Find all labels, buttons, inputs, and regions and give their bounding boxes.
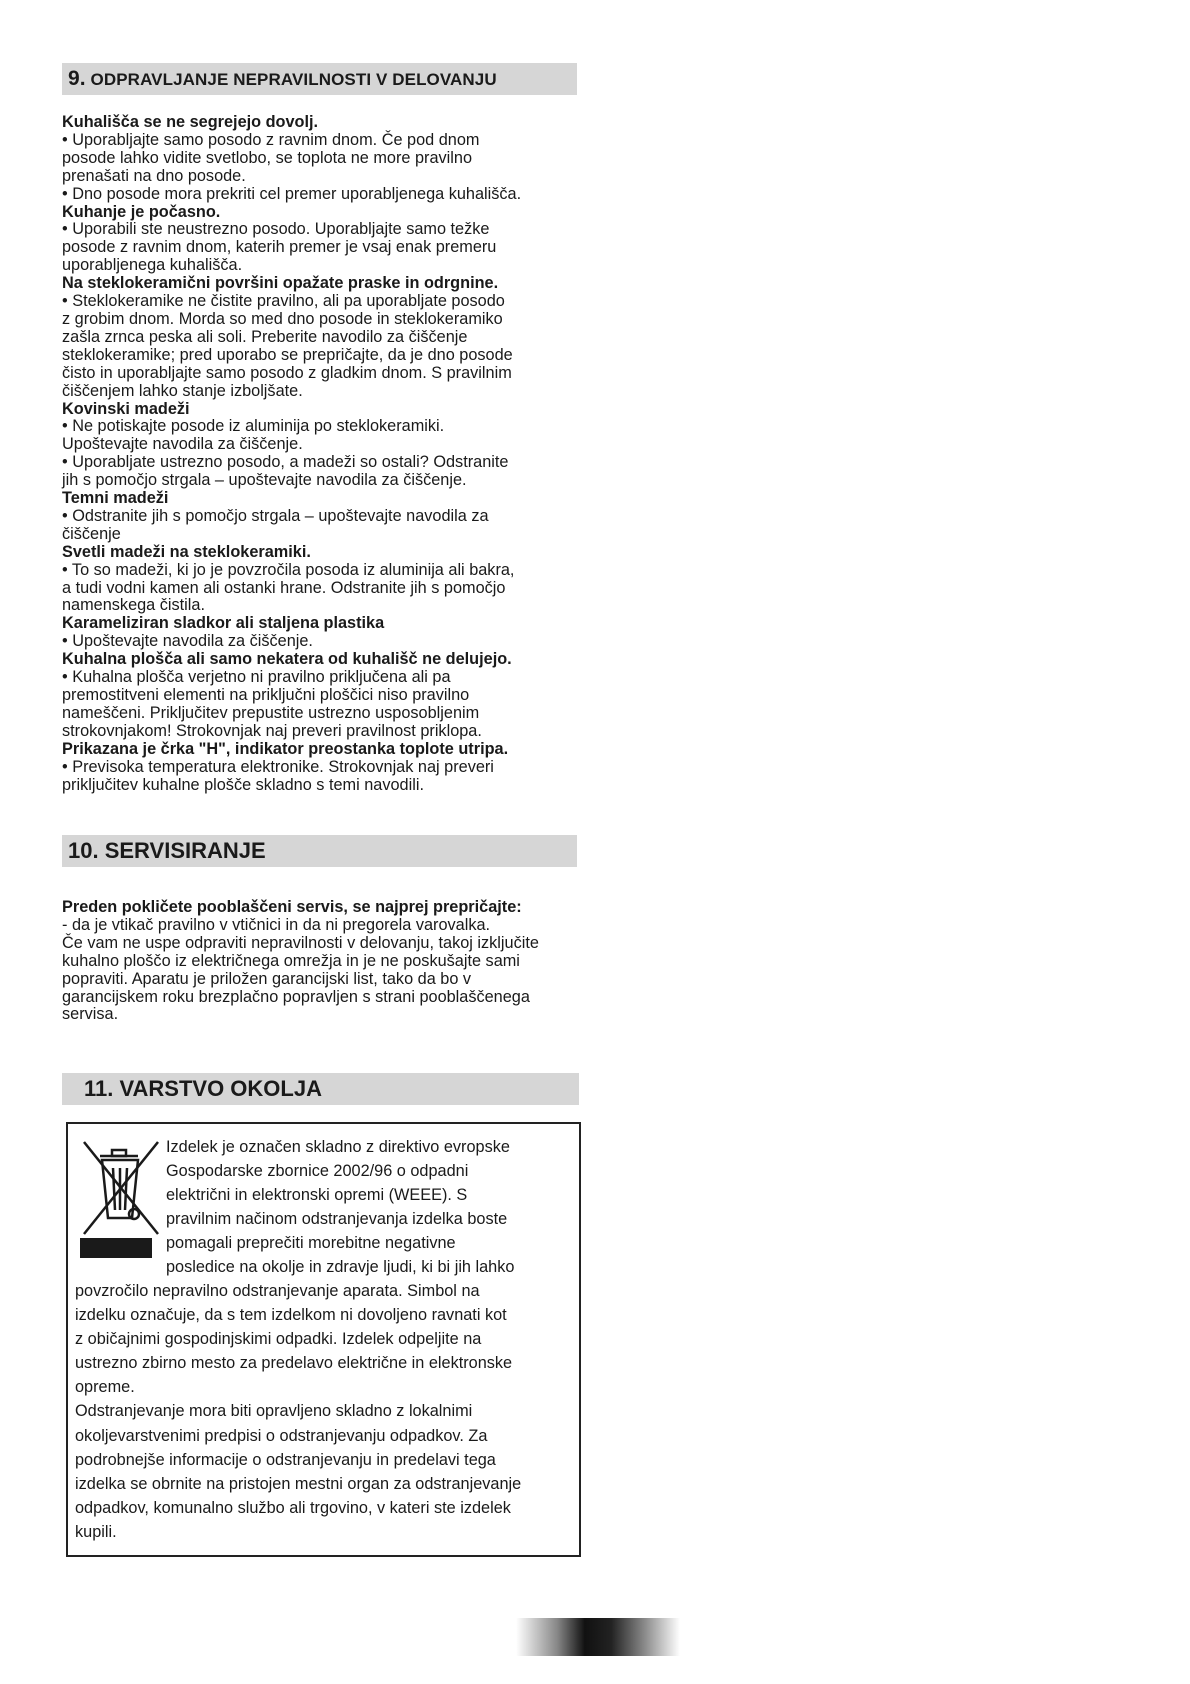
text-line: okoljevarstvenimi predpisi o odstranjevanju odpadkov. Za — [75, 1426, 488, 1445]
text-line: Izdelek je označen skladno z direktivo evropske — [166, 1138, 510, 1156]
text-line: • Uporabili ste neustrezno posodo. Uporabljajte samo težke — [62, 220, 490, 239]
text-line: steklokeramike; pred uporabo se prepričajte, da je dno posode — [62, 345, 513, 364]
text-line: • Upoštevajte navodila za čiščenje. — [62, 632, 313, 651]
text-line: posledice na okolje in zdravje ljudi, ki bi jih lahko — [166, 1258, 515, 1277]
subheading: Kuhališča se ne segrejejo dovolj. — [62, 113, 319, 131]
text-line: Če vam ne uspe odpraviti nepravilnosti v delovanju, takoj izključite — [62, 933, 539, 952]
text-line: ustrezno zbirno mesto za predelavo električne in elektronske — [75, 1354, 513, 1373]
text-line: čisto in uporabljajte samo posodo z gladkim dnom. S pravilnim — [62, 363, 512, 382]
subheading: Kovinski madeži — [62, 399, 190, 418]
text-line: uporabljenega kuhališča. — [62, 256, 243, 275]
section-10-heading: 10. SERVISIRANJE — [62, 835, 577, 867]
text-line: podrobnejše informacije o odstranjevanju in predelavi tega — [75, 1450, 496, 1469]
environment-text-top — [166, 1135, 514, 1280]
text-line: prenašati na dno posode. — [62, 166, 246, 185]
troubleshooting-text — [62, 114, 521, 794]
text-line: • Ne potiskajte posode iz aluminija po steklokeramiki. — [62, 417, 445, 436]
service-text — [62, 899, 539, 1024]
text-line: Gospodarske zbornice 2002/96 o odpadni — [166, 1162, 469, 1181]
text-line: Odstranjevanje mora biti opravljeno skladno z lokalnimi — [75, 1402, 473, 1421]
subheading: Karameliziran sladkor ali staljena plastika — [62, 614, 385, 633]
text-line: Upoštevajte navodila za čiščenje. — [62, 435, 303, 454]
subheading: Svetli madeži na steklokeramiki. — [62, 542, 311, 561]
text-line: z običajnimi gospodinjskimi odpadki. Izdelek odpeljite na — [75, 1330, 482, 1349]
subheading: Kuhalna plošča ali samo nekatera od kuhališč ne delujejo. — [62, 650, 512, 669]
text-line: garancijskem roku brezplačno popravljen s strani pooblaščenega — [62, 987, 530, 1006]
text-line: • To so madeži, ki jo je povzročila posoda iz aluminija ali bakra, — [62, 560, 515, 579]
text-line: pomagali preprečiti morebitne negativne — [166, 1234, 456, 1253]
text-line: pravilnim načinom odstranjevanja izdelka boste — [166, 1210, 508, 1229]
text-line: povzročilo nepravilno odstranjevanje aparata. Simbol na — [75, 1282, 480, 1300]
text-line: priključitev kuhalne plošče skladno s temi navodili. — [62, 775, 424, 794]
text-line: čiščenje — [62, 524, 121, 543]
section-11-heading: 11. VARSTVO OKOLJA — [62, 1073, 579, 1105]
text-line: kupili. — [75, 1522, 117, 1541]
text-line: namenskega čistila. — [62, 596, 205, 615]
text-line: • Previsoka temperatura elektronike. Strokovnjak naj preveri — [62, 757, 494, 776]
subheading: Kuhanje je počasno. — [62, 202, 221, 221]
page-footer-bar — [516, 1618, 680, 1656]
text-line: posode z ravnim dnom, katerih premer je vsaj enak premeru — [62, 238, 497, 257]
text-line: - da je vtikač pravilno v vtičnici in da ni pregorela varovalka. — [62, 915, 491, 934]
text-line: zašla zrnca peska ali soli. Preberite navodilo za čiščenje — [62, 327, 468, 346]
text-line: • Steklokeramike ne čistite pravilno, ali pa uporabljate posodo — [62, 292, 505, 311]
weee-black-bar — [80, 1238, 152, 1258]
text-line: • Dno posode mora prekriti cel premer uporabljenega kuhališča. — [62, 184, 522, 203]
text-line: nameščeni. Priključitev prepustite ustrezno usposobljenim — [62, 703, 480, 722]
text-line: popraviti. Aparatu je priložen garancijski list, tako da bo v — [62, 969, 472, 988]
text-line: strokovnjakom! Strokovnjak naj preveri pravilnost priklopa. — [62, 721, 482, 740]
text-line: jih s pomočjo strgala – upoštevajte navodila za čiščenje. — [62, 471, 467, 490]
text-line: servisa. — [62, 1005, 119, 1024]
text-line: izdelku označuje, da s tem izdelkom ni dovoljeno ravnati kot — [75, 1306, 507, 1325]
text-line: električni in elektronski opremi (WEEE). S — [166, 1186, 468, 1205]
environment-box — [66, 1122, 581, 1557]
text-line: opreme. — [75, 1378, 135, 1397]
weee-crossed-bin-icon — [78, 1134, 160, 1252]
subheading: Temni madeži — [62, 489, 169, 508]
text-line: a tudi vodni kamen ali ostanki hrane. Odstranite jih s pomočjo — [62, 578, 506, 597]
text-line: kuhalno ploščo iz električnega omrežja in je ne poskušajte sami — [62, 951, 520, 970]
subheading: Prikazana je črka "H", indikator preostanka toplote utripa. — [62, 739, 509, 758]
text-line: z grobim dnom. Morda so med dno posode in steklokeramiko — [62, 309, 503, 328]
section-9-heading — [62, 63, 577, 95]
text-line: • Uporabljajte samo posodo z ravnim dnom. Če pod dnom — [62, 130, 480, 149]
text-line: • Uporabljate ustrezno posodo, a madeži so ostali? Odstranite — [62, 453, 509, 472]
section-9-number: 9. — [68, 67, 86, 90]
text-line: izdelka se obrnite na pristojen mestni organ za odstranjevanje — [75, 1474, 522, 1493]
text-line: odpadkov, komunalno službo ali trgovino, v kateri ste izdelek — [75, 1498, 511, 1517]
subheading: Preden pokličete pooblaščeni servis, se najprej prepričajte: — [62, 898, 522, 916]
text-line: čiščenjem lahko stanje izboljšate. — [62, 381, 303, 400]
text-line: • Kuhalna plošča verjetno ni pravilno priključena ali pa — [62, 668, 451, 687]
text-line: • Odstranite jih s pomočjo strgala – upoštevajte navodila za — [62, 506, 489, 525]
text-line: premostitveni elementi na priključni ploščici niso pravilno — [62, 686, 470, 704]
environment-text-bottom — [75, 1279, 521, 1544]
text-line: posode lahko vidite svetlobo, se toplota ne more pravilno — [62, 148, 472, 167]
subheading: Na steklokeramični površini opažate praske in odrgnine. — [62, 274, 499, 293]
section-9-title: ODPRAVLJANJE NEPRAVILNOSTI V DELOVANJU — [90, 70, 497, 89]
